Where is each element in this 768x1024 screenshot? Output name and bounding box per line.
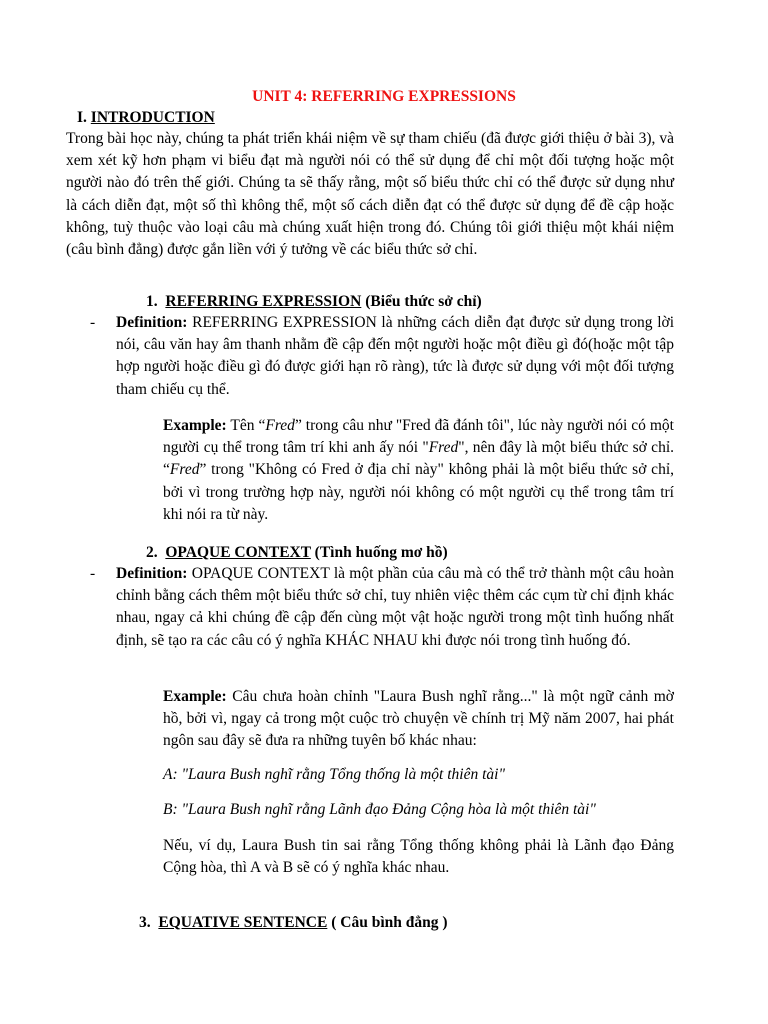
section-1-definition-text: REFERRING EXPRESSION là những cách diễn đạt được sử dụng trong lời nói, câu văn hay âm thanh nhằm đề cập đến một người hoặc một điều gì đó(hoặc một tập hợp người hoặc điều gì đó được giới hạn rõ ràng), tức là được sử dụng với một đối tượng tham chiếu cụ thể. <box>116 314 674 398</box>
section-1-definition-label: Definition: <box>116 314 188 331</box>
example-name: Fred <box>428 439 459 457</box>
section-1-example-label: Example: <box>163 417 227 434</box>
section-1-number: 1. <box>146 293 158 310</box>
intro-paragraph: Trong bài học này, chúng ta phát triển khái niệm về sự tham chiếu (đã được giới thiệu ở bài 3), và xem xét kỹ hơn phạm vi biểu đạt mà người nói có thể sử dụng để chỉ một đối tượng hoặc một người nào đó trên thế giới. Chúng ta sẽ thấy rằng, một số biểu thức chỉ có thể được sử dụng như là cách diễn đạt, một số thì không thể, một số cách diễn đạt có thể được sử dụng để đề cập hoặc không, tuỳ thuộc vào loại câu mà chúng xuất hiện trong đó. Chúng tôi giới thiệu một khái niệm (câu bình đẳng) được gắn liền với ý tưởng về các biểu thức sở chỉ. <box>66 130 674 259</box>
page-title: UNIT 4: REFERRING EXPRESSIONS <box>252 88 516 105</box>
section-2-bullet: - <box>90 565 96 582</box>
example-text: ", nên đây là một biểu thức sở chỉ. “ <box>163 439 674 479</box>
section-2-example-note: Nếu, ví dụ, Laura Bush tin sai rằng Tổng thống không phải là Lãnh đạo Đảng Cộng hòa, thì A và B sẽ có ý nghĩa khác nhau. <box>163 837 674 877</box>
section-3-number: 3. <box>139 914 151 931</box>
section-2-definition-label: Definition: <box>116 565 188 582</box>
section-2-example <box>163 686 674 753</box>
section-2-example-text: Câu chưa hoàn chỉnh "Laura Bush nghĩ rằng..." là một ngữ cảnh mờ hồ, bởi vì, ngay cả trong một cuộc trò chuyện về chính trị Mỹ năm 2007, hai phát ngôn sau đây sẽ đưa ra những tuyên bố khác nhau: <box>163 688 674 750</box>
section-2-subtitle: (Tình huống mơ hồ) <box>314 544 448 561</box>
section-3-heading <box>139 913 448 933</box>
section-3-title: EQUATIVE SENTENCE <box>158 914 328 931</box>
example-sentence-b: B: "Laura Bush nghĩ rằng Lãnh đạo Đảng Cộng hòa là một thiên tài" <box>163 801 596 818</box>
section-1-heading <box>146 292 482 312</box>
section-1-example <box>163 415 674 526</box>
section-1-definition <box>116 312 674 401</box>
section-2-example-label: Example: <box>163 688 227 705</box>
example-text: Tên “ <box>226 417 266 434</box>
example-name: Fred <box>265 417 295 434</box>
example-text: ” trong "Không có Fred ở địa chỉ này" không phải là một biểu thức sở chỉ, bởi vì trong trường hợp này, người nói không có một người cụ thể trong tâm trí khi nói ra từ này. <box>163 461 674 523</box>
intro-number: I. <box>77 109 87 126</box>
intro-heading-text: INTRODUCTION <box>90 109 215 126</box>
section-1-subtitle: (Biểu thức sở chỉ) <box>365 293 482 310</box>
intro-heading <box>77 108 215 128</box>
example-name: Fred <box>169 461 200 479</box>
section-2-heading <box>146 543 448 563</box>
section-3-subtitle: ( Câu bình đẳng ) <box>331 914 448 931</box>
section-2-number: 2. <box>146 544 158 561</box>
example-sentence-a: A: "Laura Bush nghĩ rằng Tổng thống là một thiên tài" <box>163 766 505 783</box>
section-2-definition-text: OPAQUE CONTEXT là một phần của câu mà có thể trở thành một câu hoàn chỉnh bằng cách thêm một biểu thức sở chỉ, tuy nhiên việc thêm các cụm từ chỉ định khác nhau, ngay cả khi chúng đề cập đến cùng một vật hoặc người trong một tình huống nhất định, sẽ tạo ra các câu có ý nghĩa KHÁC NHAU khi được nói trong tình huống đó. <box>116 565 675 649</box>
section-2-title: OPAQUE CONTEXT <box>165 544 311 561</box>
section-2-definition <box>116 563 674 652</box>
section-1-title: REFERRING EXPRESSION <box>165 293 362 310</box>
example-text: ” trong câu như "Fred đã đánh tôi", lúc này người nói có một người cụ thể trong tâm trí khi anh ấy nói " <box>163 417 674 457</box>
section-1-bullet: - <box>90 314 96 331</box>
